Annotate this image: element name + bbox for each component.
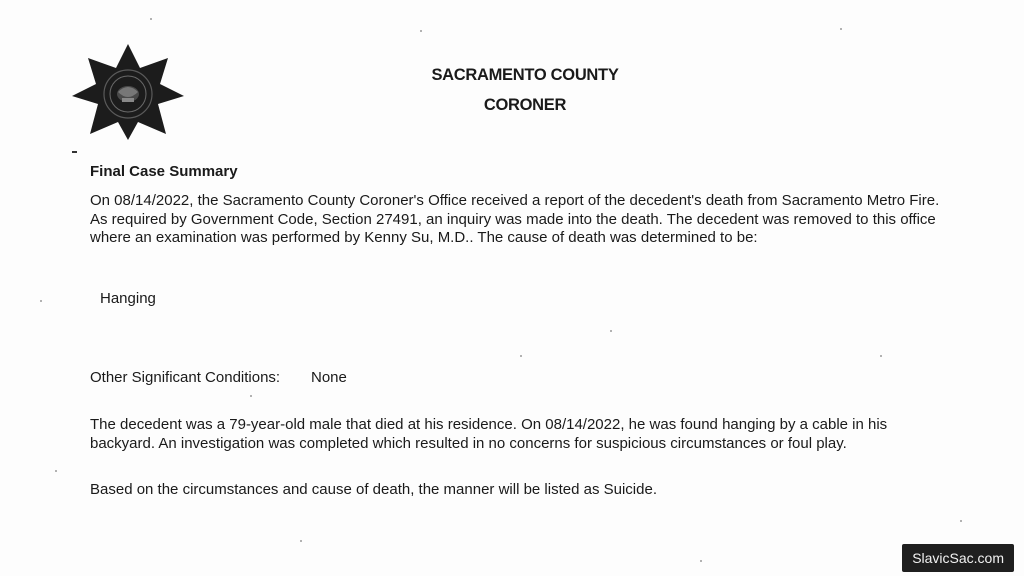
intro-paragraph: On 08/14/2022, the Sacramento County Coroner's Office received a report of the decedent's death from Sacramento Metro Fire. As required by Government Code, Section 27491, an inquiry was made into the death. The decedent was removed to this office where an examination was performed by Kenny Su, M.D.. The cause of death was determined to be: [90,192,940,246]
scan-speck [150,18,152,20]
conditions-label: Other Significant Conditions: [90,369,281,386]
scan-speck [520,355,522,357]
scan-speck [610,330,612,332]
scan-speck [880,355,882,357]
scan-speck [700,560,702,562]
watermark: SlavicSac.com [902,544,1014,572]
scan-mark [72,151,77,153]
scan-speck [250,395,252,397]
scan-speck [840,28,842,30]
agency-name: SACRAMENTO COUNTY [431,66,619,84]
scan-speck [300,540,302,542]
summary-heading: Final Case Summary [90,163,238,180]
coroner-badge-icon [70,42,186,142]
scan-speck [420,30,422,32]
agency-department: CORONER [483,96,567,114]
cause-of-death: Hanging [100,290,156,307]
manner-paragraph: Based on the circumstances and cause of death, the manner will be listed as Suicide. [90,481,657,498]
scan-speck [960,520,962,522]
conditions-value: None [311,369,347,386]
decedent-paragraph: The decedent was a 79-year-old male that died at his residence. On 08/14/2022, he was found hanging by a cable in his backyard. An investigation was completed which resulted in no concerns for suspicious circumstances or foul play. [90,416,888,452]
scan-speck [55,470,57,472]
scan-speck [40,300,42,302]
